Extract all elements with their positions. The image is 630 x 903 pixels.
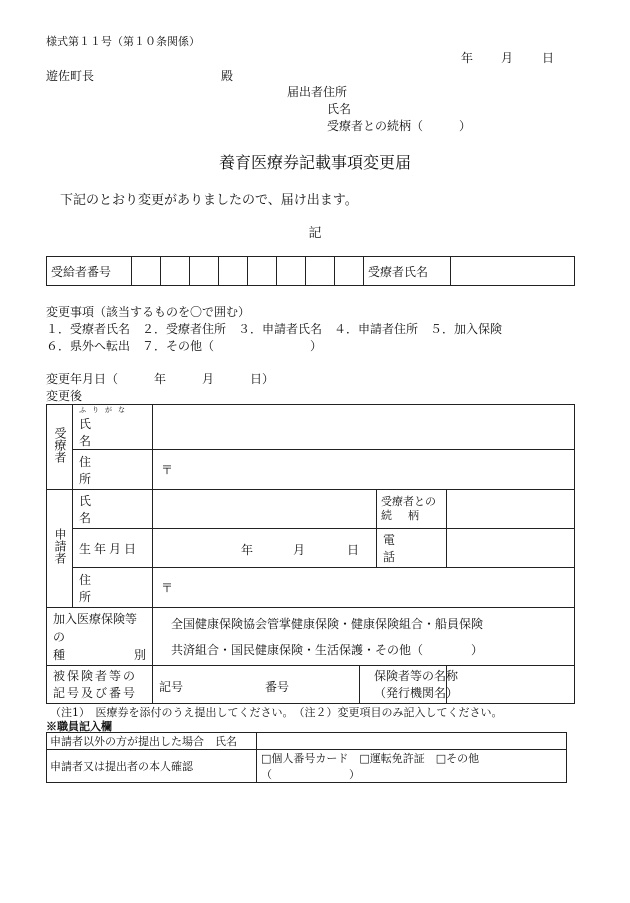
insured-divider <box>359 666 360 704</box>
relation-label-line1: 受療者との <box>381 495 436 508</box>
insurance-options-line2: 共済組合・国民健康保険・生活保護・その他（ ） <box>171 642 484 657</box>
recipient-number-label: 受給者番号 <box>47 257 132 286</box>
applicant-name-label: 氏名 <box>327 102 352 116</box>
patient-name-cell <box>73 405 153 450</box>
phone-field[interactable] <box>447 529 575 568</box>
recipient-number-box[interactable] <box>132 257 161 286</box>
page-title: 養育医療券記載事項変更届 <box>218 153 411 172</box>
birth-year-label: 年 <box>241 543 254 557</box>
change-options-line2: ６．県外へ転出 ７．その他（ ） <box>46 339 323 353</box>
recipient-number-box[interactable] <box>248 257 277 286</box>
intro-text: 下記のとおり変更がありましたので、届け出ます。 <box>60 193 358 208</box>
symbol-label: 記号 <box>159 680 184 694</box>
applicant-name-field[interactable] <box>153 490 377 529</box>
recipient-number-box[interactable] <box>277 257 306 286</box>
date-year-label: 年 <box>461 51 474 65</box>
date-day-label: 日 <box>542 51 555 65</box>
id-table <box>46 256 575 286</box>
patient-group-label <box>47 405 73 490</box>
staff-heading: ※職員記入欄 <box>46 720 112 733</box>
relation-label <box>377 490 447 529</box>
recipient-number-box[interactable] <box>161 257 190 286</box>
birthdate-field[interactable] <box>153 529 377 568</box>
applicant-address-field[interactable] <box>153 568 575 608</box>
insurer-label-line1: 保険者等の名称 <box>373 669 458 683</box>
notes-text: （注1） 医療券を添付のうえ提出してください。 （注２）変更項目のみ記入してください。 <box>50 706 503 719</box>
birth-month-label: 月 <box>293 543 306 557</box>
staff-row1-field[interactable] <box>257 733 567 750</box>
form-number: 様式第１１号（第１０条関係） <box>46 35 200 48</box>
postal-mark: 〒 <box>161 581 174 595</box>
staff-row2-options[interactable]: □個人番号カード □運転免許証 □その他（ ） <box>257 750 567 783</box>
recipient-number-box[interactable] <box>306 257 335 286</box>
patient-address-field[interactable] <box>153 450 575 490</box>
staff-row2-label: 申請者又は提出者の本人確認 <box>47 750 257 783</box>
insurance-label-kind-a: 種 <box>53 647 66 662</box>
furigana-label: ふりがな <box>79 406 131 414</box>
insurer-name-label <box>366 668 466 702</box>
insured-symbol-label <box>47 666 153 704</box>
recipient-number-box[interactable] <box>190 257 219 286</box>
relation-label-line2: 続柄 <box>381 509 435 522</box>
insurance-options[interactable] <box>153 608 575 666</box>
insurance-type-label <box>47 608 153 666</box>
applicant-group-text: 申請者 <box>53 528 67 564</box>
insurance-options-line1: 全国健康保険協会管掌健康保険・健康保険組合・船員保険 <box>171 616 484 631</box>
recipient-number-box[interactable] <box>335 257 364 286</box>
date-month-label: 月 <box>501 51 514 65</box>
patient-name-label: 受療者氏名 <box>364 257 451 286</box>
birthdate-label: 生年月日 <box>73 529 153 568</box>
after-change-label: 変更後 <box>46 389 83 403</box>
change-date-label: 変更年月日（ 年 月 日） <box>46 372 275 386</box>
applicant-group-label <box>47 490 73 608</box>
number-label: 番号 <box>265 680 290 694</box>
change-options-line1: １．受療者氏名 ２．受療者住所 ３．申請者氏名 ４．申請者住所 ５．加入保険 <box>46 322 503 336</box>
addressee: 遊佐町長 <box>46 69 95 83</box>
patient-group-text: 受療者 <box>53 426 67 463</box>
insured-symbol-field[interactable] <box>153 666 458 704</box>
insured-label-line1: 被保険者等の <box>53 668 138 683</box>
insurance-label-line1: 加入医療保険等の <box>53 611 138 644</box>
birth-day-label: 日 <box>347 543 360 557</box>
patient-address-label: 住所 <box>73 450 153 490</box>
ki-label: 記 <box>308 226 322 241</box>
patient-name-field[interactable] <box>451 257 575 286</box>
applicant-name-label: 氏名 <box>73 490 153 529</box>
staff-row1-label: 申請者以外の方が提出した場合 氏名 <box>47 733 257 750</box>
applicant-address-label: 届出者住所 <box>287 85 348 99</box>
change-heading: 変更事項（該当するものを〇で囲む） <box>46 305 251 319</box>
patient-name-label: 氏名 <box>79 417 122 448</box>
relation-field[interactable] <box>447 490 575 529</box>
insurance-label-kind-b: 別 <box>133 647 146 662</box>
patient-name-field[interactable] <box>153 405 575 450</box>
main-table <box>46 404 575 704</box>
applicant-relation-label: 受療者との続柄（ ） <box>327 119 472 133</box>
insured-label-line2: 記号及び番号 <box>53 685 138 700</box>
applicant-address-label: 住所 <box>73 568 153 608</box>
honorific: 殿 <box>221 69 234 83</box>
phone-label: 電話 <box>377 529 447 568</box>
postal-mark: 〒 <box>161 463 174 477</box>
insurer-label-line2: （発行機関名） <box>373 686 458 700</box>
recipient-number-box[interactable] <box>219 257 248 286</box>
staff-table <box>46 732 567 783</box>
